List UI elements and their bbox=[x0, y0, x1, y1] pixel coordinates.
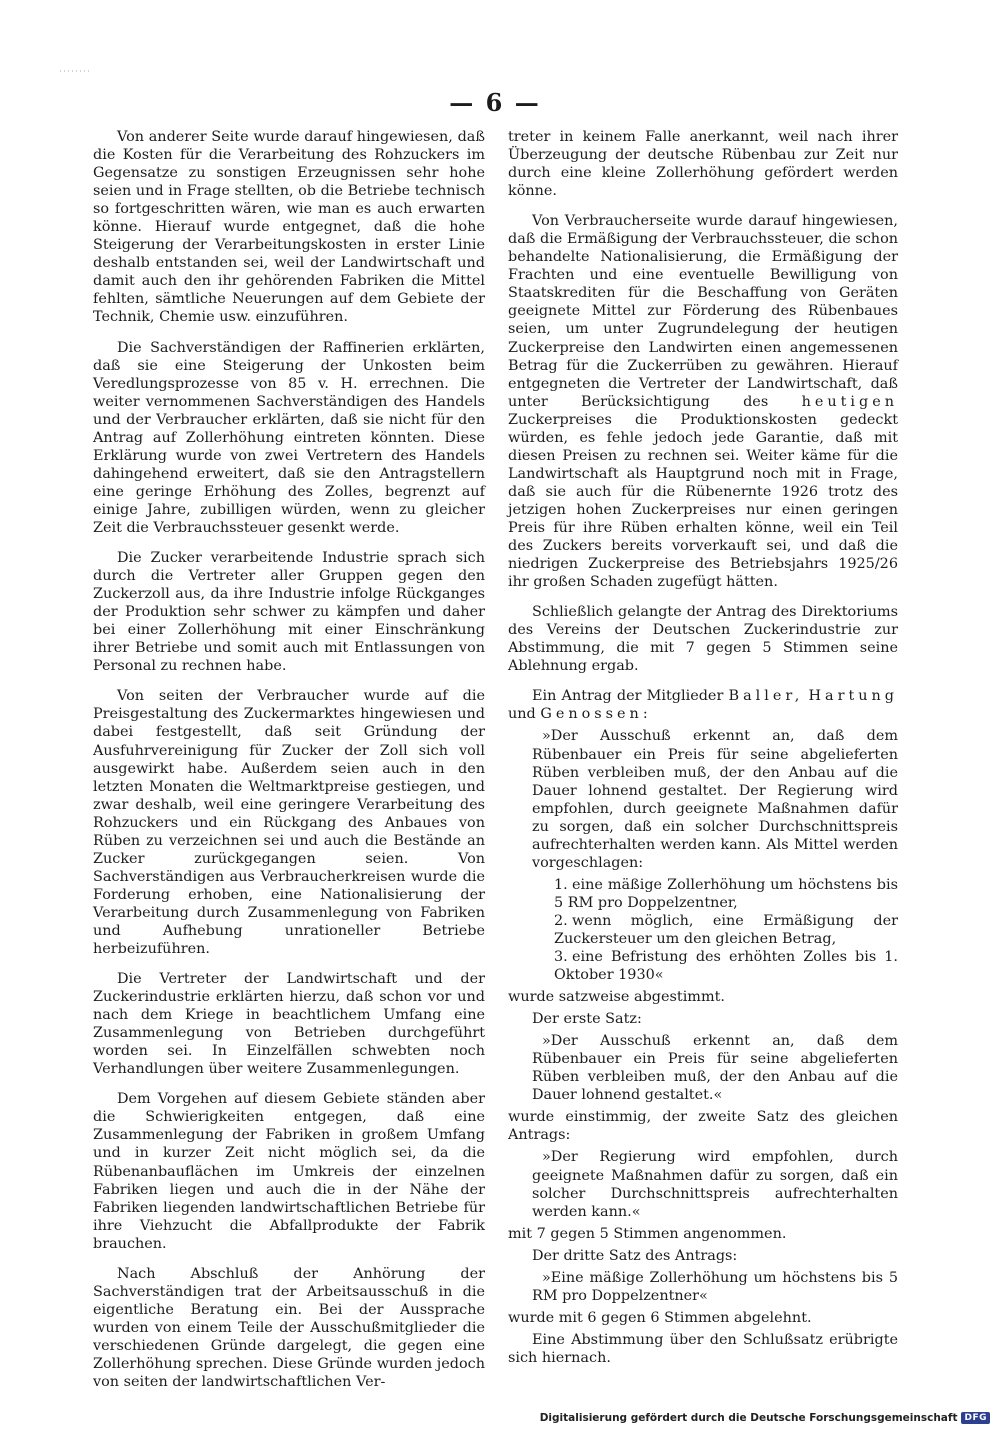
paragraph: Nach Abschluß der Anhörung der Sachverständigen trat der Arbeitsausschuß in die eigentliche Beratung ein. Bei der Aussprache wurden von einem Teile der Ausschußmitglieder die verschiedenen Gründe dargelegt, die gegen eine Zollerhöhung sprechen. Diese Gründe wurden jedoch von seiten der landwirtschaftlichen Ver- bbox=[93, 1265, 485, 1391]
member-name: Baller, bbox=[728, 688, 804, 705]
paragraph: treter in keinem Falle anerkannt, weil nach ihrer Überzeugung der deutsche Rübenbau zur Zeit nur durch eine kleine Zollerhöhung gefördert werden könne. bbox=[508, 129, 898, 200]
line: wurde satzweise abgestimmt. bbox=[508, 989, 725, 1006]
paragraph: Die Zucker verarbeitende Industrie sprach sich durch die Vertreter aller Gruppen gegen den Zuckerzoll aus, da ihre Industrie infolge Rückganges der Produktion sehr schwer zu kämpfen und daher bei einer Zollerhöhung mit einer Einschränkung ihrer Betriebe und somit auch mit Entlassungen von Personal zu rechnen habe. bbox=[93, 550, 485, 675]
footer bbox=[540, 1412, 990, 1424]
quote: »Eine mäßige Zollerhöhung um höchstens bis 5 RM pro Doppelzentner« bbox=[532, 1269, 898, 1304]
quote: »Der Ausschuß erkennt an, daß dem Rübenbauer ein Preis für seine abgelieferten Rüben verbleiben muß, der den Anbau auf die Dauer lohnend gestaltet. Der Regierung wird empfohlen, durch geeignete Maßnahmen dafür zu sorgen, daß ein solcher Durchschnittspreis aufrechterhalten werden kann. Als Mittel werden vorgeschlagen: bbox=[532, 728, 898, 871]
text-span: Zuckerpreises die Produktionskosten gedeckt würden, es fehle jedoch jede Garantie, daß mit diesen Preisen zu rechnen sei. Weiter käme für die Landwirtschaft als Hauptgrund noch mit in Frage, daß sie auch für die Rübenernte 1926 trotz des jetzigen hohen Zuckerpreises nur einen geringen Preis für ihre Rüben erhalten könne, weil ein Teil des Zuckers bereits vorverkauft sei, und daß die niedrigen Zuckerpreise des Betriebsjahrs 1925/26 ihr großen Schaden zugefügt hätten. bbox=[508, 411, 898, 591]
line: Der dritte Satz des Antrags: bbox=[532, 1247, 738, 1264]
member-name: Genossen: bbox=[540, 706, 652, 723]
right-column bbox=[508, 128, 898, 1379]
line: wurde einstimmig, der zweite Satz des gleichen Antrags: bbox=[508, 1109, 898, 1144]
quote: »Der Regierung wird empfohlen, durch geeignete Maßnahmen dafür zu sorgen, daß ein solcher Durchschnittspreis aufrechterhalten werden kann.« bbox=[532, 1149, 898, 1220]
list-item bbox=[554, 876, 898, 912]
proposal-list bbox=[554, 876, 898, 984]
list-number: 1. bbox=[554, 876, 568, 893]
quote: »Der Ausschuß erkennt an, daß dem Rübenbauer ein Preis für seine abgelieferten Rüben verbleiben muß, der den Anbau auf die Dauer lohnend gestaltet.« bbox=[532, 1033, 898, 1104]
spaced-word: heutigen bbox=[801, 393, 898, 410]
member-name: Hartung bbox=[808, 688, 898, 705]
paragraph: Von anderer Seite wurde darauf hingewiesen, daß die Kosten für die Verarbeitung des Rohzuckers im Gegensatze zu sonstigen Erzeugnissen sehr hohe seien und in Frage stellten, ob die Betriebe technisch so fortgeschritten wären, wie man es auch erwarten könne. Hierauf wurde entgegnet, daß die hohe Steigerung der Verarbeitungskosten in erster Linie deshalb entstanden sei, weil der Landwirtschaft und damit auch den ihr gehörenden Fabriken die Mittel fehlten, sämtliche Neuerungen auf dem Gebiete der Technik, Chemie usw. einzuführen. bbox=[93, 129, 485, 326]
scan-speck bbox=[60, 70, 90, 72]
text-span: Ein Antrag der Mitglieder bbox=[532, 688, 724, 705]
list-text: eine mäßige Zollerhöhung um höchstens bis 5 RM pro Doppelzentner, bbox=[554, 876, 898, 911]
list-text: wenn möglich, eine Ermäßigung der Zuckersteuer um den gleichen Betrag, bbox=[554, 912, 898, 947]
list-item bbox=[554, 912, 898, 948]
line: wurde mit 6 gegen 6 Stimmen abgelehnt. bbox=[508, 1309, 812, 1326]
line: Der erste Satz: bbox=[532, 1011, 642, 1028]
list-number: 3. bbox=[554, 949, 568, 966]
paragraph: Die Vertreter der Landwirtschaft und der Zuckerindustrie erklärten hierzu, daß schon vor und nach dem Kriege in beachtlichem Umfang eine Zusammenlegung von Betrieben durchgeführt worden sei. In Einzelfällen schwebten noch Verhandlungen über weitere Zusammenlegungen. bbox=[93, 971, 485, 1078]
list-item bbox=[554, 948, 898, 984]
text-span: Von Verbraucherseite wurde darauf hingewiesen, daß die Ermäßigung der Verbrauchssteuer, die schon behandelte Nationalisierung, die Ermäßigung der Frachten und eine eventuelle Bewilligung von Staatskrediten für die Beschaffung von Geräten geeignete Mittel zur Förderung des Rübenbaues seien, um unter Zugrundelegung der heutigen Zuckerpreise den Landwirten einen angemessenen Betrag für die Zuckerrüben zu gewähren. Hierauf entgegneten die Vertreter der Landwirtschaft, daß unter Berücksichtigung des bbox=[508, 213, 899, 410]
list-text: eine Befristung des erhöhten Zolles bis 1. Oktober 1930« bbox=[554, 949, 898, 984]
line: Eine Abstimmung über den Schlußsatz erübrigte sich hiernach. bbox=[508, 1331, 898, 1366]
paragraph bbox=[508, 212, 898, 591]
page-number: — 6 — bbox=[449, 88, 541, 117]
footer-text: Digitalisierung gefördert durch die Deutsche Forschungsgemeinschaft bbox=[539, 1412, 958, 1424]
left-column bbox=[93, 128, 485, 1403]
line: mit 7 gegen 5 Stimmen angenommen. bbox=[508, 1225, 787, 1242]
paragraph: Von seiten der Verbraucher wurde auf die Preisgestaltung des Zuckermarktes hingewiesen und dabei festgestellt, daß seit Gründung der Ausfuhrvereinigung für Zucker der Zoll sich voll ausgewirkt habe. Außerdem seien auch in den letzten Monaten die Weltmarktpreise gestiegen, und zwar deshalb, weil eine geringere Verarbeitung des Rohzuckers und ein Rückgang des Anbaues von Rüben zu verzeichnen sei und auch die Bestände an Zucker zurückgegangen seien. Von Sachverständigen aus Verbraucherkreisen wurde die Forderung erhoben, eine Nationalisierung der Verarbeitung durch Zusammenlegung von Fabriken und Aufhebung unrationeller Betriebe herbeizuführen. bbox=[93, 688, 485, 958]
paragraph bbox=[508, 687, 898, 723]
paragraph: Schließlich gelangte der Antrag des Direktoriums des Vereins der Deutschen Zuckerindustrie zur Abstimmung, die mit 7 gegen 5 Stimmen seine Ablehnung ergab. bbox=[508, 604, 898, 675]
dfg-logo: DFG bbox=[961, 1412, 990, 1424]
paragraph: Die Sachverständigen der Raffinerien erklärten, daß sie eine Steigerung der Unkosten beim Veredlungsprozesse von 85 v. H. errechnen. Die weiter vernommenen Sachverständigen des Handels und der Verbraucher erklärten, daß sie nicht für den Antrag auf Zollerhöhung eintreten könnten. Diese Erklärung wurde von zwei Vertretern des Handels dahingehend erweitert, daß sie den Antragstellern eine geringe Erhöhung des Zolles, begrenzt auf einige Jahre, zubilligen würden, wenn zu gleicher Zeit die Verbrauchssteuer gesenkt werde. bbox=[93, 339, 485, 536]
text-span: und bbox=[508, 706, 536, 723]
list-number: 2. bbox=[554, 912, 568, 929]
paragraph: Dem Vorgehen auf diesem Gebiete ständen aber die Schwierigkeiten entgegen, daß eine Zusammenlegung der Fabriken in großem Umfang und in kurzer Zeit nicht möglich sei, da die Rübenanbauflächen im Umkreis der einzelnen Fabriken liegen und auch die in der Nähe der Fabriken liegenden landwirtschaftlichen Betriebe für ihre Viehzucht die Abfallprodukte der Fabrik brauchen. bbox=[93, 1091, 485, 1252]
